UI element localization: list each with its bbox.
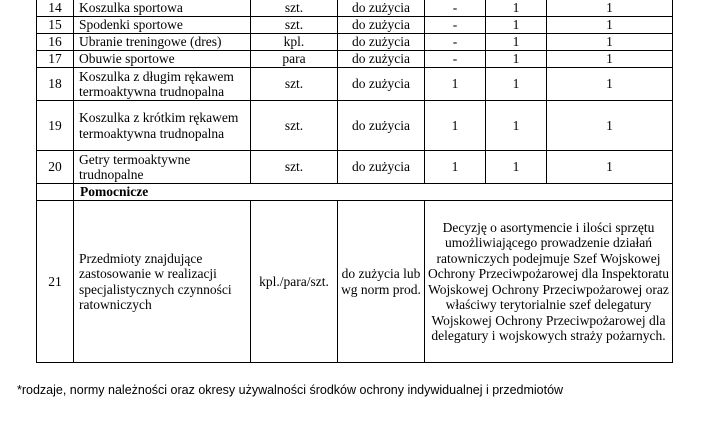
table-row [37, 101, 673, 151]
item-name: Ubranie treningowe (dres) [74, 34, 251, 51]
quantity-cell: 1 [547, 17, 673, 34]
unit-cell: szt. [251, 151, 338, 184]
usage-period-cell: do zużycia [338, 17, 425, 34]
quantity-cell: 1 [486, 34, 547, 51]
row-number: 19 [37, 101, 74, 151]
usage-period-cell: do zużycia lub wg norm prod. [338, 201, 425, 363]
quantity-cell: 1 [547, 151, 673, 184]
table-row [37, 34, 673, 51]
quantity-cell: 1 [486, 68, 547, 101]
quantity-cell: 1 [547, 68, 673, 101]
decision-note-cell: Decyzję o asortymencie i ilości sprzętu umożliwiającego prowadzenie działań ratowniczych podejmuje Szef Wojskowej Ochrony Przeciwpożarowej dla Inspektoratu Wojskowej Ochrony Przeciwpożarowej oraz właściwy terytorialnie szef delegatury Wojskowej Ochrony Przeciwpożarowej dla delegatury i wojskowych straży pożarnych. [425, 201, 673, 363]
quantity-cell: 1 [486, 51, 547, 68]
usage-period-cell: do zużycia [338, 68, 425, 101]
row-number: 14 [37, 0, 74, 17]
row-number: 16 [37, 34, 74, 51]
table-row [37, 151, 673, 184]
usage-period-cell: do zużycia [338, 51, 425, 68]
unit-cell: szt. [251, 17, 338, 34]
quantity-cell: 1 [486, 151, 547, 184]
quantity-cell: - [425, 0, 486, 17]
unit-cell: szt. [251, 68, 338, 101]
quantity-cell: 1 [486, 0, 547, 17]
usage-period-cell: do zużycia [338, 151, 425, 184]
item-name: Spodenki sportowe [74, 17, 251, 34]
row-number: 15 [37, 17, 74, 34]
unit-cell: szt. [251, 101, 338, 151]
quantity-cell: 1 [486, 101, 547, 151]
table-row [37, 0, 673, 17]
item-name: Koszulka sportowa [74, 0, 251, 17]
footnote: *rodzaje, normy należności oraz okresy używalności środków ochrony indywidualnej i przedmiotów [17, 383, 564, 397]
usage-period-cell: do zużycia [338, 0, 425, 17]
quantity-cell: 1 [425, 68, 486, 101]
row-number: 21 [37, 201, 74, 363]
unit-cell: para [251, 51, 338, 68]
usage-period-cell: do zużycia [338, 101, 425, 151]
quantity-cell: 1 [547, 101, 673, 151]
item-name: Przedmioty znajdujące zastosowanie w realizacji specjalistycznych czynności ratowniczych [74, 201, 251, 363]
quantity-cell: 1 [547, 34, 673, 51]
table-row [37, 201, 673, 363]
quantity-cell: 1 [425, 101, 486, 151]
quantity-cell: 1 [547, 51, 673, 68]
quantity-cell: 1 [486, 17, 547, 34]
section-heading: Pomocnicze [74, 184, 673, 201]
table-row [37, 17, 673, 34]
item-name: Getry termoaktywne trudnopalne [74, 151, 251, 184]
item-name: Obuwie sportowe [74, 51, 251, 68]
usage-period-cell: do zużycia [338, 34, 425, 51]
section-row [37, 184, 673, 201]
item-name: Koszulka z krótkim rękawem termoaktywna trudnopalna [74, 101, 251, 151]
table-row [37, 68, 673, 101]
equipment-norms-table [36, 0, 673, 363]
table-row [37, 51, 673, 68]
quantity-cell: - [425, 34, 486, 51]
row-number: 17 [37, 51, 74, 68]
row-number: 20 [37, 151, 74, 184]
item-name: Koszulka z długim rękawem termoaktywna trudnopalna [74, 68, 251, 101]
unit-cell: kpl./para/szt. [251, 201, 338, 363]
quantity-cell: - [425, 51, 486, 68]
section-number-cell [37, 184, 74, 201]
quantity-cell: 1 [425, 151, 486, 184]
unit-cell: kpl. [251, 34, 338, 51]
quantity-cell: - [425, 17, 486, 34]
quantity-cell: 1 [547, 0, 673, 17]
row-number: 18 [37, 68, 74, 101]
unit-cell: szt. [251, 0, 338, 17]
